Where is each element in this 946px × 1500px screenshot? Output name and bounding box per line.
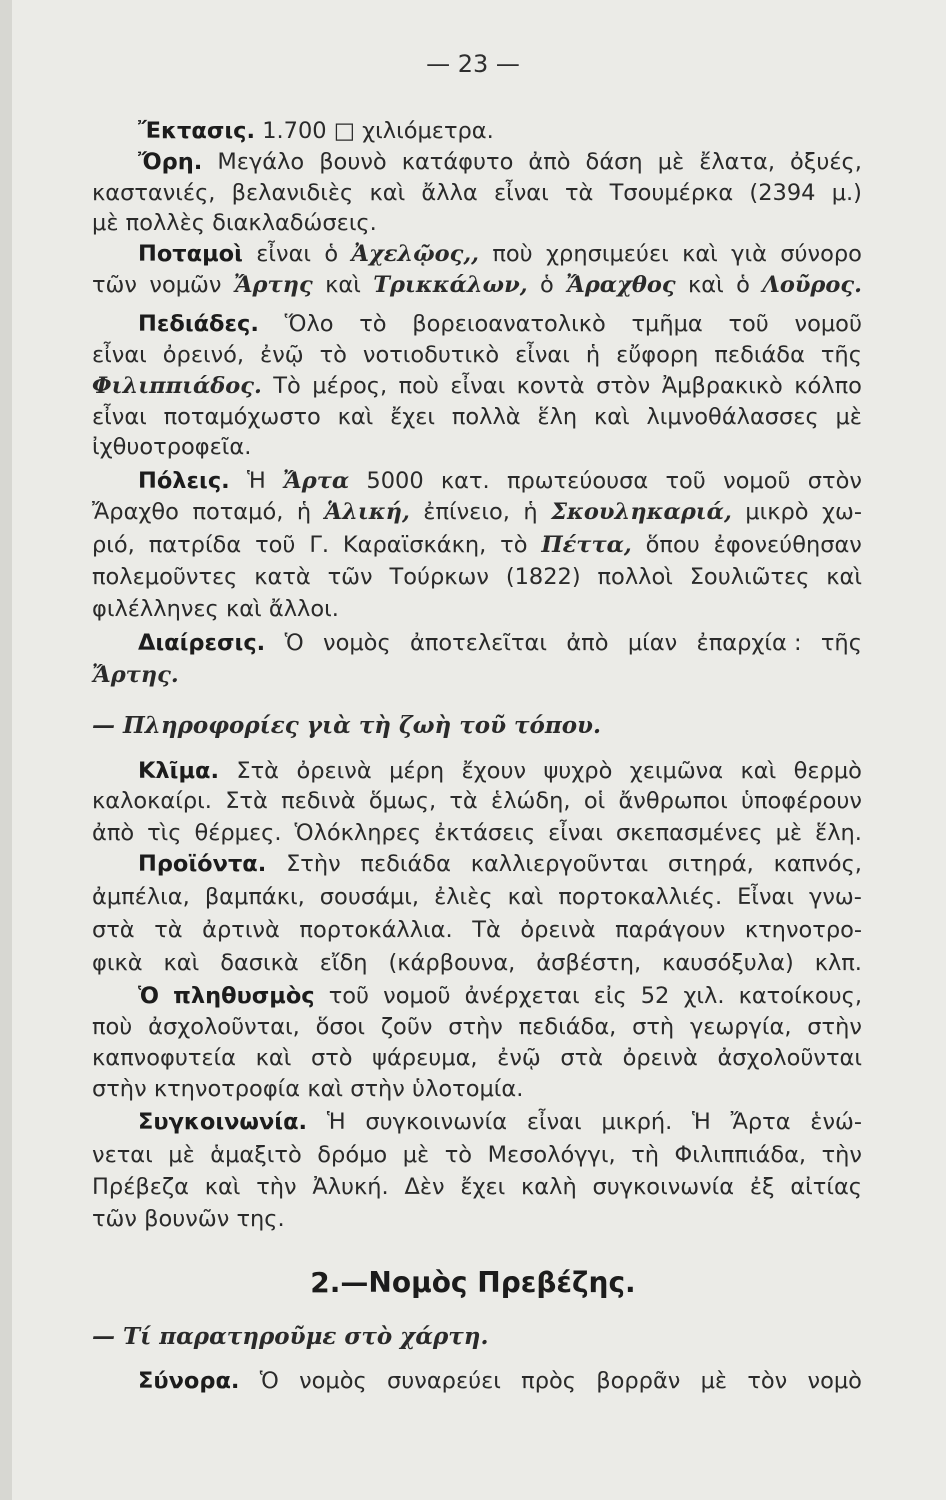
text-line: ποὺ ἀσχολοῦνται, ὅσοι ζοῦν στὴν πεδιάδα, στὴ γεωργία, στὴν <box>92 1014 862 1040</box>
text-line: Συγκοινωνία. Ἡ συγκοινωνία εἶναι μικρή. Ἡ Ἄρτα ἑνώ- <box>138 1109 862 1135</box>
text-line: μὲ πολλὲς διακλαδώσεις. <box>92 210 377 236</box>
text-line: τῶν βουνῶν της. <box>92 1206 285 1232</box>
text-line: νεται μὲ ἁμαξιτὸ δρόμο μὲ τὸ Μεσολόγγι, τὴ Φιλιππιάδα, τὴν <box>92 1142 862 1168</box>
text-line: καλοκαίρι. Στὰ πεδινὰ ὅμως, τὰ ἑλώδη, οἱ ἄνθρωποι ὑποφέρουν <box>92 788 862 814</box>
text-line: ἀμπέλια, βαμπάκι, σουσάμι, ἐλιὲς καὶ πορτοκαλλιές. Εἶναι γνω- <box>92 884 862 910</box>
subheading-map-observe: — Τί παρατηροῦμε στὸ χάρτη. <box>92 1323 489 1350</box>
text-line: στὴν κτηνοτροφία καὶ στὴν ὑλοτομία. <box>92 1076 524 1102</box>
text-line: Κλῖμα. Στὰ ὀρεινὰ μέρη ἔχουν ψυχρὸ χειμῶνα καὶ θερμὸ <box>138 758 862 784</box>
text-line: Φιλιππιάδος. Τὸ μέρος, ποὺ εἶναι κοντὰ στὸν Ἀμβρακικὸ κόλπο <box>92 373 862 399</box>
text-line: Ποταμοὶ εἶναι ὁ Ἀχελῷος,, ποὺ χρησιμεύει καὶ γιὰ σύνορο <box>138 241 862 267</box>
text-line: πολεμοῦντες κατὰ τῶν Τούρκων (1822) πολλοὶ Σουλιῶτες καὶ <box>92 564 862 590</box>
text-line: Πόλεις. Ἡ Ἄρτα 5000 κατ. πρωτεύουσα τοῦ νομοῦ στὸν <box>138 468 862 494</box>
text-line: φικὰ καὶ δασικὰ εἴδη (κάρβουνα, ἀσβέστη, καυσόξυλα) κλπ. <box>92 950 862 976</box>
section-heading: 2.—Νομὸς Πρεβέζης. <box>310 1266 636 1299</box>
text-line: Ὄρη. Μεγάλο βουνὸ κατάφυτο ἀπὸ δάση μὲ ἔλατα, ὀξυές, <box>138 149 862 175</box>
text-line: ἀπὸ τὶς θέρμες. Ὁλόκληρες ἐκτάσεις εἶναι σκεπασμένες μὲ ἕλη. <box>92 820 862 846</box>
text-line: τῶν νομῶν Ἄρτης καὶ Τρικκάλων, ὁ Ἄραχθος καὶ ὁ Λοῦρος. <box>92 272 862 298</box>
page-number: — 23 — <box>426 50 520 78</box>
text-line: Πεδιάδες. Ὅλο τὸ βορειοανατολικὸ τμῆμα τοῦ νομοῦ <box>138 311 862 337</box>
text-line: Ἄρτης. <box>92 662 179 688</box>
text-line: Ἄραχθο ποταμό, ἡ Ἁλική, ἐπίνειο, ἡ Σκουληκαριά, μικρὸ χω- <box>92 499 862 525</box>
text-line: Σύνορα. Ὁ νομὸς συναρεύει πρὸς βορρᾶν μὲ τὸν νομὸ <box>138 1368 862 1394</box>
text-line: ἰχθυοτροφεῖα. <box>92 434 252 460</box>
text-line: καστανιές, βελανιδιὲς καὶ ἄλλα εἶναι τὰ Τσουμέρκα (2394 μ.) <box>92 180 862 206</box>
text-line: εἶναι ὀρεινό, ἐνῷ τὸ νοτιοδυτικὸ εἶναι ἡ εὔφορη πεδιάδα τῆς <box>92 342 862 368</box>
text-line: καπνοφυτεία καὶ στὸ ψάρευμα, ἐνῷ στὰ ὀρεινὰ ἀσχολοῦνται <box>92 1045 862 1071</box>
text-line: ριό, πατρίδα τοῦ Γ. Καραϊσκάκη, τὸ Πέττα, ὅπου ἐφονεύθησαν <box>92 532 862 558</box>
text-line: Προϊόντα. Στὴν πεδιάδα καλλιεργοῦνται σιτηρά, καπνός, <box>138 851 862 877</box>
text-line: Ὁ πληθυσμὸς τοῦ νομοῦ ἀνέρχεται εἰς 52 χιλ. κατοίκους, <box>138 983 862 1009</box>
text-line: Ἔκτασις. 1.700 □ χιλιόμετρα. <box>138 118 494 144</box>
text-line: εἶναι ποταμόχωστο καὶ ἔχει πολλὰ ἕλη καὶ λιμνοθάλασσες μὲ <box>92 404 862 430</box>
subheading-life-info: — Πληροφορίες γιὰ τὴ ζωὴ τοῦ τόπου. <box>92 712 602 739</box>
text-line: στὰ τὰ ἀρτινὰ πορτοκάλλια. Τὰ ὀρεινὰ παράγουν κτηνοτρο- <box>92 917 862 943</box>
text-line: φιλέλληνες καὶ ἄλλοι. <box>92 596 339 622</box>
text-line: Πρέβεζα καὶ τὴν Ἀλυκή. Δὲν ἔχει καλὴ συγκοινωνία ἐξ αἰτίας <box>92 1174 862 1200</box>
text-line: Διαίρεσις. Ὁ νομὸς ἀποτελεῖται ἀπὸ μίαν ἐπαρχία : τῆς <box>138 630 862 656</box>
